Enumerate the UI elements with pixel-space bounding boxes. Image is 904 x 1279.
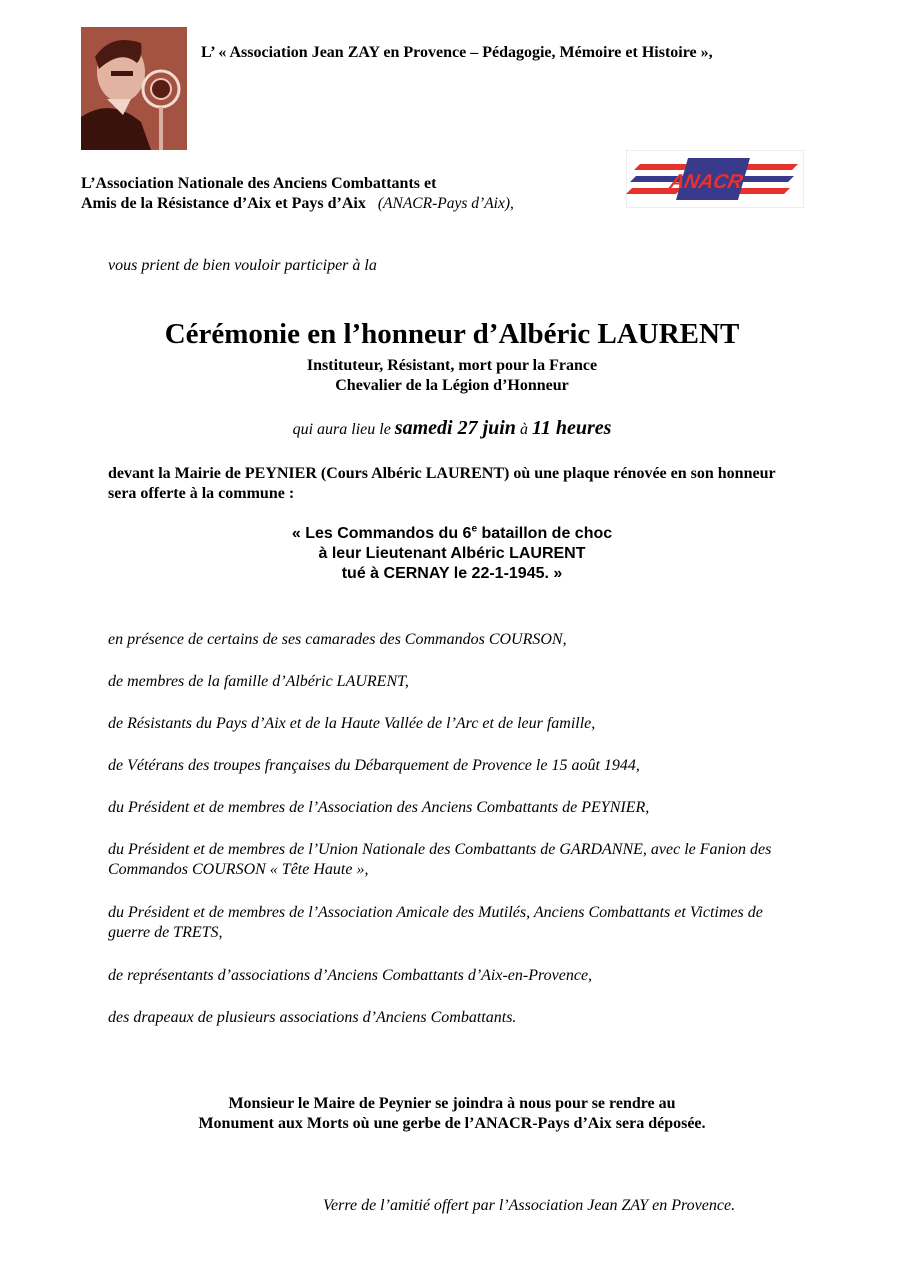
presence-item: du Président et de membres de l’Association des Anciens Combattants de PEYNIER,: [108, 799, 650, 816]
ceremony-subtitle: [0, 356, 904, 396]
presence-item: de Résistants du Pays d’Aix et de la Haute Vallée de l’Arc et de leur famille,: [108, 715, 596, 732]
ceremony-date-time: [0, 417, 904, 440]
presence-item: de Vétérans des troupes françaises du Débarquement de Provence le 15 août 1944,: [108, 757, 640, 774]
closing-line-2: Monument aux Morts où une gerbe de l’ANACR-Pays d’Aix sera déposée.: [198, 1115, 706, 1132]
plaque-line-1-sup: e: [471, 523, 477, 535]
when-mid: à: [519, 421, 528, 438]
footer-reception-note: Verre de l’amitié offert par l’Association Jean ZAY en Provence.: [323, 1197, 736, 1214]
invite-line: vous prient de bien vouloir participer à la: [108, 257, 377, 274]
closing-statement: [0, 1094, 904, 1134]
when-time: 11 heures: [531, 417, 612, 439]
presence-item: de membres de la famille d’Albéric LAURENT,: [108, 673, 409, 690]
anacr-line-1: L’Association Nationale des Anciens Combattants et: [81, 175, 437, 192]
presence-item: de représentants d’associations d’Anciens Combattants d’Aix-en-Provence,: [108, 967, 593, 984]
anacr-line-2: [81, 194, 514, 214]
subtitle-line-1: Instituteur, Résistant, mort pour la France: [306, 357, 598, 374]
anacr-logo: [626, 150, 804, 208]
plaque-line-2: à leur Lieutenant Albéric LAURENT: [318, 545, 586, 562]
portrait-photo: [81, 27, 187, 150]
association-jean-zay-line: L’ « Association Jean ZAY en Provence – Pédagogie, Mémoire et Histoire »,: [201, 44, 713, 61]
ceremony-title: Cérémonie en l’honneur d’Albéric LAURENT: [164, 318, 740, 350]
portrait-image: [81, 27, 187, 150]
ceremony-location: devant la Mairie de PEYNIER (Cours Albéric LAURENT) où une plaque rénovée en son honneur sera offerte à la commune :: [108, 465, 776, 502]
presence-item: des drapeaux de plusieurs associations d’Anciens Combattants.: [108, 1009, 517, 1026]
closing-line-1: Monsieur le Maire de Peynier se joindra à nous pour se rendre au: [228, 1095, 676, 1112]
anacr-association-block: [81, 174, 514, 214]
presence-item: en présence de certains de ses camarades des Commandos COURSON,: [108, 631, 567, 648]
presence-item: du Président et de membres de l’Association Amicale des Mutilés, Anciens Combattants et Victimes de guerre de TRETS,: [108, 904, 763, 941]
when-prefix: qui aura lieu le: [292, 421, 391, 438]
plaque-inscription: [0, 524, 904, 584]
plaque-line-3: tué à CERNAY le 22-1-1945. »: [341, 565, 563, 582]
anacr-abbrev: (ANACR-Pays d’Aix),: [377, 195, 514, 212]
anacr-name: Amis de la Résistance d’Aix et Pays d’Aix: [81, 195, 366, 212]
anacr-logo-text: ANACR: [667, 171, 745, 193]
presence-item: du Président et de membres de l’Union Nationale des Combattants de GARDANNE, avec le Fanion des Commandos COURSON « Tête Haute »,: [108, 841, 772, 878]
plaque-line-1-a: « Les Commandos du 6: [291, 525, 472, 542]
anacr-logo-image: [626, 150, 804, 208]
plaque-line-1-b: bataillon de choc: [477, 525, 613, 542]
plaque-line-1: [0, 524, 904, 544]
subtitle-line-2: Chevalier de la Légion d’Honneur: [335, 377, 569, 394]
when-date: samedi 27 juin: [394, 417, 516, 439]
